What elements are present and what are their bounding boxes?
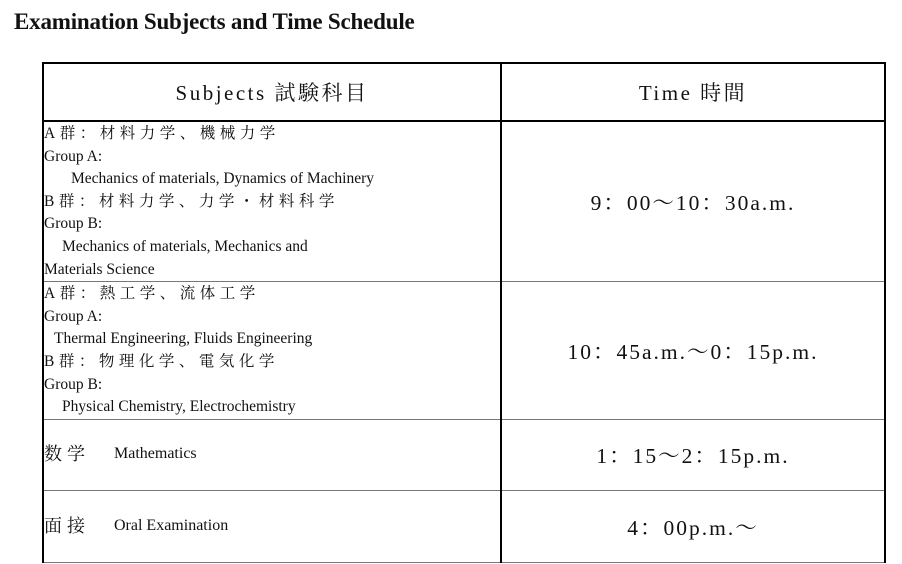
table-row bbox=[43, 121, 885, 282]
subjects-cell bbox=[43, 282, 501, 420]
subject-jp: 数学 bbox=[44, 444, 90, 465]
time-cell: 4：00p.m.～ bbox=[501, 490, 885, 562]
subject-line: B群：材料力学、力学・材料科学 bbox=[44, 192, 339, 210]
subject-line: B群：物理化学、電気化学 bbox=[44, 352, 279, 370]
subject-line: Materials Science bbox=[44, 260, 155, 278]
subject-line: Group B: bbox=[44, 375, 103, 393]
subject-line: Physical Chemistry, Electrochemistry bbox=[62, 398, 296, 416]
subject-en: Mathematics bbox=[114, 445, 197, 463]
subject-line: A群：材料力学、機械力学 bbox=[44, 125, 280, 142]
schedule-table bbox=[42, 62, 886, 563]
subjects-cell bbox=[43, 121, 501, 282]
subject-line: Mechanics of materials, Dynamics of Machinery bbox=[71, 170, 375, 188]
subjects-cell bbox=[43, 490, 501, 562]
table-row bbox=[43, 419, 885, 490]
subjects-column-header: Subjects 試験科目 bbox=[43, 63, 501, 121]
subject-line: Group A: bbox=[44, 147, 103, 165]
table-row bbox=[43, 490, 885, 562]
subjects-cell bbox=[43, 419, 501, 490]
table-row bbox=[43, 282, 885, 420]
time-cell: 10：45a.m.～0：15p.m. bbox=[501, 282, 885, 420]
subject-line: Thermal Engineering, Fluids Engineering bbox=[54, 330, 313, 348]
subject-line: Group A: bbox=[44, 307, 103, 325]
time-cell: 1：15～2：15p.m. bbox=[501, 419, 885, 490]
table-header-row bbox=[43, 63, 885, 121]
time-cell: 9：00～10：30a.m. bbox=[501, 121, 885, 282]
subject-line: Mechanics of materials, Mechanics and bbox=[62, 237, 308, 255]
subject-jp: 面接 bbox=[44, 515, 90, 536]
subject-line: A群：熱工学、流体工学 bbox=[44, 285, 260, 303]
page-title: Examination Subjects and Time Schedule bbox=[14, 9, 415, 34]
subject-line: Group B: bbox=[44, 215, 103, 233]
time-column-header: Time 時間 bbox=[501, 63, 885, 121]
subject-en: Oral Examination bbox=[114, 516, 229, 534]
